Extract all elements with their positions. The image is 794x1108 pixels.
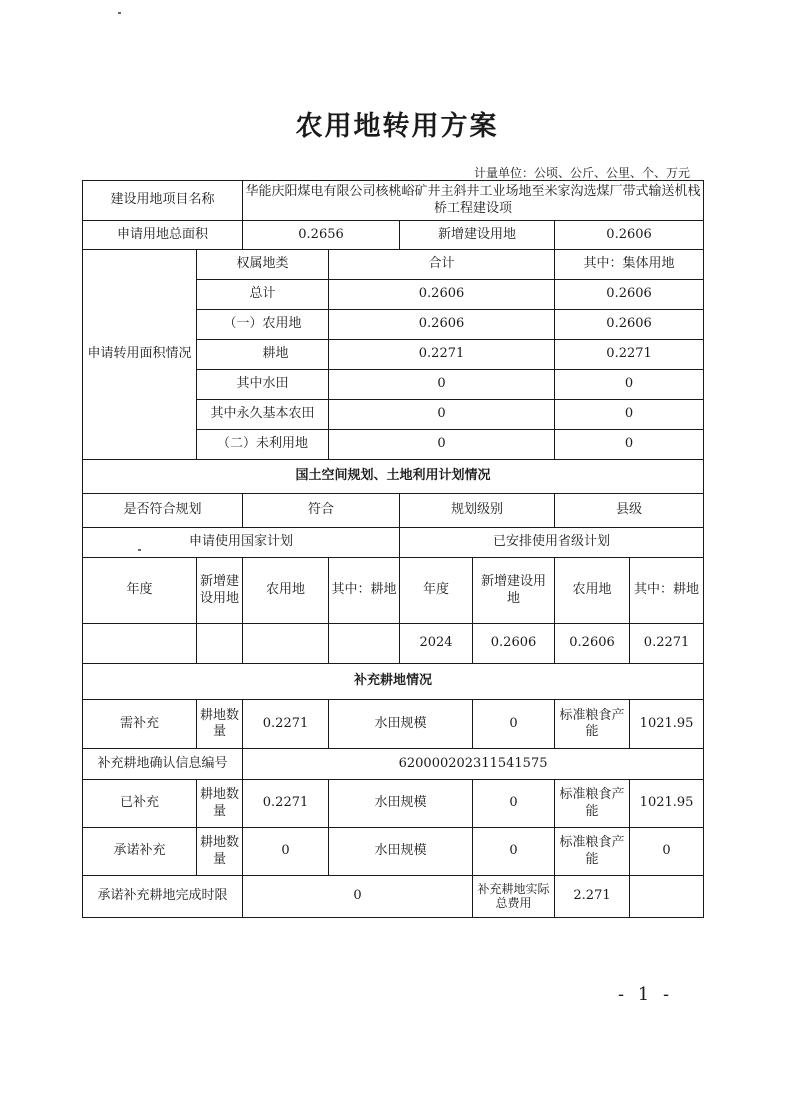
plan-header-cell: 年度	[400, 558, 473, 624]
project-name-value: 华能庆阳煤电有限公司核桃峪矿井主斜井工业场地至米家沟选煤厂带式输送机栈桥工程建设项	[243, 181, 704, 221]
plan-header-cell: 其中：耕地	[329, 558, 400, 624]
plan-value-cell: 2024	[400, 624, 473, 664]
need-qty-label: 耕地数量	[197, 700, 243, 749]
done-grain-value: 1021.95	[630, 780, 704, 828]
plan-conform-label: 是否符合规划	[83, 494, 243, 528]
project-name-row	[83, 181, 704, 221]
land-type-collective: 0	[555, 400, 704, 430]
land-type-total: 0	[329, 400, 555, 430]
done-paddy-label: 水田规模	[329, 780, 473, 828]
promise-paddy-label: 水田规模	[329, 828, 473, 876]
area-row	[83, 221, 704, 250]
done-paddy-value: 0	[473, 780, 555, 828]
land-type-total: 0.2271	[329, 340, 555, 370]
promise-supplement-row	[83, 828, 704, 876]
plan-value-cell: 0.2606	[473, 624, 555, 664]
promise-qty-value: 0	[243, 828, 329, 876]
plan-source-row	[83, 528, 704, 558]
plan-header-cell: 其中：耕地	[630, 558, 704, 624]
provincial-plan-label: 已安排使用省级计划	[400, 528, 704, 558]
done-qty-value: 0.2271	[243, 780, 329, 828]
promise-qty-label: 耕地数量	[197, 828, 243, 876]
plan-value-row	[83, 624, 704, 664]
land-type-header: 权属地类	[197, 250, 329, 280]
conversion-header-row	[83, 250, 704, 280]
need-grain-value: 1021.95	[630, 700, 704, 749]
deadline-label: 承诺补充耕地完成时限	[83, 876, 243, 918]
national-plan-label: 申请使用国家计划	[83, 528, 400, 558]
land-type-collective: 0.2271	[555, 340, 704, 370]
promise-paddy-value: 0	[473, 828, 555, 876]
plan-conform-value: 符合	[243, 494, 400, 528]
total-header: 合计	[329, 250, 555, 280]
need-grain-label: 标准粮食产能	[555, 700, 630, 749]
promise-label: 承诺补充	[83, 828, 197, 876]
plan-value-cell	[197, 624, 243, 664]
plan-header-cell: 农用地	[555, 558, 630, 624]
done-supplement-row	[83, 780, 704, 828]
planning-section-title: 国土空间规划、土地利用计划情况	[83, 460, 704, 494]
land-type-total: 0	[329, 370, 555, 400]
new-construction-value: 0.2606	[555, 221, 704, 250]
scan-speck	[118, 12, 121, 14]
land-type-total: 0	[329, 430, 555, 460]
done-qty-label: 耕地数量	[197, 780, 243, 828]
need-paddy-value: 0	[473, 700, 555, 749]
planning-section-row	[83, 460, 704, 494]
plan-level-label: 规划级别	[400, 494, 555, 528]
land-type-collective: 0.2606	[555, 310, 704, 340]
land-type-total: 0.2606	[329, 310, 555, 340]
need-qty-value: 0.2271	[243, 700, 329, 749]
land-type-collective: 0	[555, 370, 704, 400]
supplement-section-title: 补充耕地情况	[83, 664, 704, 700]
page-title: 农用地转用方案	[295, 111, 499, 142]
plan-value-cell	[329, 624, 400, 664]
need-paddy-label: 水田规模	[329, 700, 473, 749]
plan-value-cell	[83, 624, 197, 664]
plan-value-cell: 0.2271	[630, 624, 704, 664]
land-type-name: 其中水田	[197, 370, 329, 400]
project-name-label: 建设用地项目名称	[83, 181, 243, 221]
deadline-row	[83, 876, 704, 918]
planning-conform-row	[83, 494, 704, 528]
need-label: 需补充	[83, 700, 197, 749]
land-type-collective: 0.2606	[555, 280, 704, 310]
empty-cell	[630, 876, 704, 918]
land-conversion-table	[82, 180, 704, 918]
plan-header-cell: 年度	[83, 558, 197, 624]
confirm-number-row	[83, 749, 704, 780]
need-supplement-row	[83, 700, 704, 749]
promise-grain-value: 0	[630, 828, 704, 876]
new-construction-label: 新增建设用地	[400, 221, 555, 250]
collective-header: 其中：集体用地	[555, 250, 704, 280]
page-number: - 1 -	[618, 984, 674, 1005]
total-area-value: 0.2656	[243, 221, 400, 250]
plan-header-cell: 农用地	[243, 558, 329, 624]
land-type-total: 0.2606	[329, 280, 555, 310]
cost-label: 补充耕地实际总费用	[473, 876, 555, 918]
plan-header-cell: 新增建设用地	[473, 558, 555, 624]
plan-header-cell: 新增建设用地	[197, 558, 243, 624]
deadline-value: 0	[243, 876, 473, 918]
plan-value-cell: 0.2606	[555, 624, 630, 664]
measurement-unit-note: 计量单位：公顷、公斤、公里、个、万元	[473, 166, 690, 180]
confirm-number-label: 补充耕地确认信息编号	[83, 749, 243, 780]
plan-level-value: 县级	[555, 494, 704, 528]
land-type-name: 总计	[197, 280, 329, 310]
land-type-name: 其中永久基本农田	[197, 400, 329, 430]
cost-value: 2.271	[555, 876, 630, 918]
land-type-collective: 0	[555, 430, 704, 460]
land-type-name: 耕地	[197, 340, 329, 370]
done-label: 已补充	[83, 780, 197, 828]
conversion-section-label: 申请转用面积情况	[83, 250, 197, 460]
supplement-section-row	[83, 664, 704, 700]
done-grain-label: 标准粮食产能	[555, 780, 630, 828]
land-type-name: （一）农用地	[197, 310, 329, 340]
land-type-name: （二）未利用地	[197, 430, 329, 460]
promise-grain-label: 标准粮食产能	[555, 828, 630, 876]
plan-header-row	[83, 558, 704, 624]
total-area-label: 申请用地总面积	[83, 221, 243, 250]
plan-value-cell	[243, 624, 329, 664]
confirm-number-value: 620000202311541575	[243, 749, 704, 780]
